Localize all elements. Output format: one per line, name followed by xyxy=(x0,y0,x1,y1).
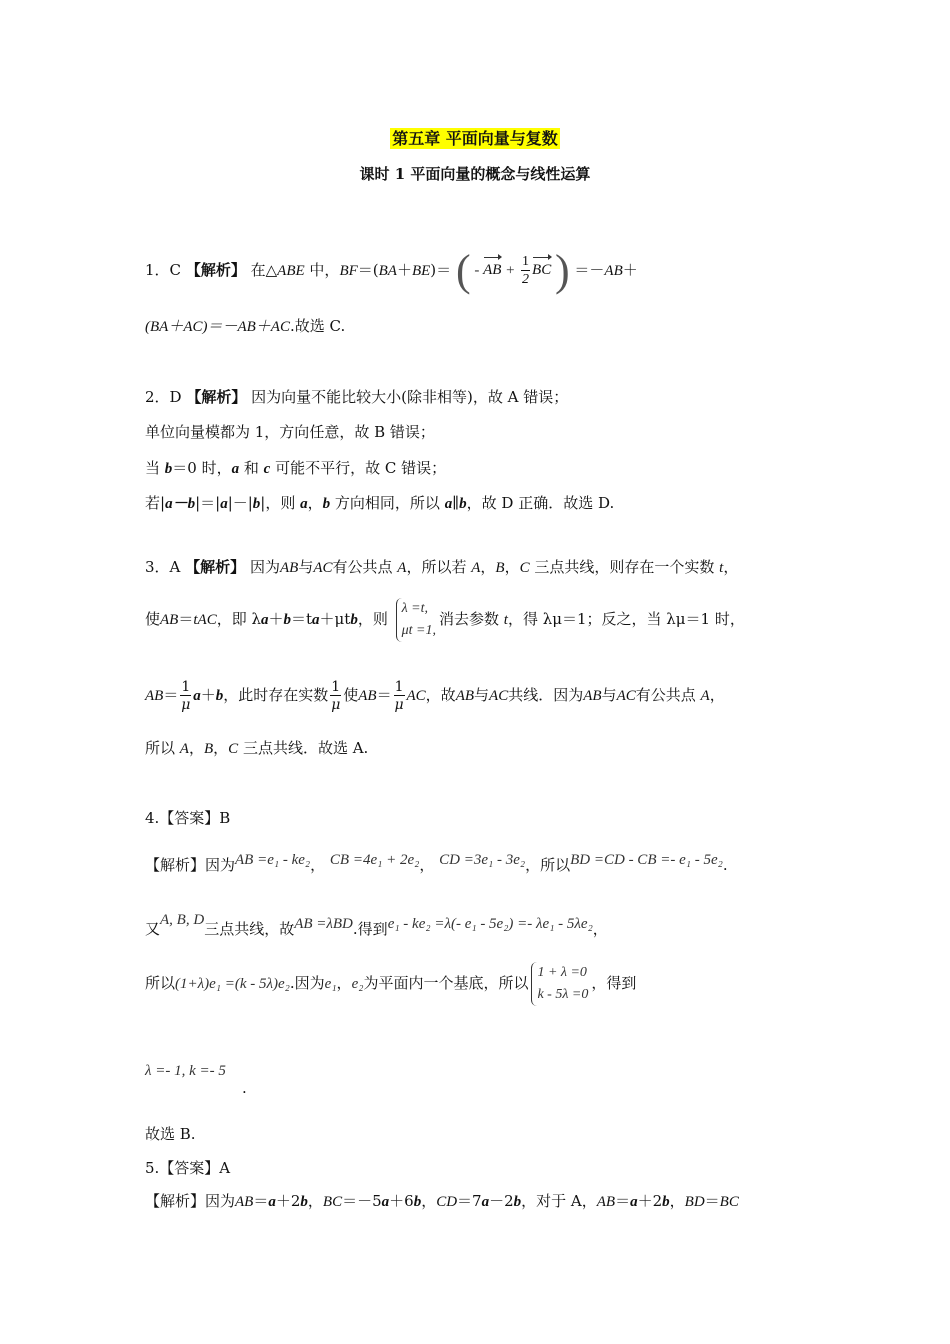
text-fragment: ABE xyxy=(277,263,305,279)
text-fragment: AC xyxy=(313,560,333,576)
text-fragment: b xyxy=(215,688,224,704)
text-fragment: b xyxy=(322,496,331,512)
text-fragment: ＋ xyxy=(622,261,638,279)
text-fragment: CB =4e₁ + 2e₂ xyxy=(329,852,420,868)
text-fragment: 1 xyxy=(394,679,404,695)
text-fragment: . xyxy=(722,856,728,874)
text-fragment: A xyxy=(471,560,481,576)
text-fragment: e₁ - ke₂ =λ(- e₁ - 5e₂) =- λe₁ - 5λe₂ xyxy=(387,916,593,932)
text-fragment: ， xyxy=(307,1192,323,1210)
text-fragment: ，对于 A， xyxy=(521,1192,597,1210)
text-fragment: ＝ xyxy=(704,1192,720,1210)
text-fragment: μ xyxy=(394,697,404,713)
text-fragment: ＝t xyxy=(291,610,313,628)
text-fragment: a xyxy=(481,1194,490,1210)
text-fragment: ＝ xyxy=(253,1192,269,1210)
text-fragment: BC xyxy=(532,262,552,279)
text-fragment: ＝( xyxy=(357,261,379,279)
text-fragment: BF xyxy=(339,263,358,279)
text-fragment: ，所以 xyxy=(525,856,571,874)
text-fragment: AB xyxy=(604,263,623,279)
text-fragment: AB xyxy=(583,688,602,704)
text-fragment: 3．A xyxy=(145,558,181,576)
text-fragment: 所以 xyxy=(145,739,180,757)
text-fragment: 1 xyxy=(522,254,530,269)
text-fragment: 当 xyxy=(145,459,165,477)
text-fragment: AB xyxy=(596,1194,616,1210)
text-fragment: (1+λ)e₁ =(k - 5λ)e₂ xyxy=(175,976,290,992)
text-fragment: ＋2 xyxy=(275,1192,301,1210)
text-fragment: A xyxy=(397,560,407,576)
text-fragment: BD xyxy=(684,1194,705,1210)
text-fragment: ，得 λμ＝1；反之，当 λμ＝1 时， xyxy=(507,610,745,628)
text-fragment: ＝ xyxy=(178,610,194,628)
text-fragment: λ =t, xyxy=(401,601,429,616)
text-fragment: ＝ xyxy=(163,686,179,704)
text-fragment: |，则 xyxy=(260,494,301,512)
text-fragment: ＝7 xyxy=(457,1192,482,1210)
text-fragment: AC xyxy=(406,688,426,704)
text-fragment: ， xyxy=(419,856,435,874)
q1-paren-expression xyxy=(455,246,570,295)
text-fragment: 三点共线，故 xyxy=(204,920,295,938)
text-fragment: ，故 xyxy=(425,686,456,704)
text-fragment: 若| xyxy=(145,494,166,512)
text-fragment: B xyxy=(203,741,214,757)
text-fragment: ＋2 xyxy=(637,1192,663,1210)
text-fragment: ，此时存在实数 xyxy=(223,686,329,704)
text-fragment: AB xyxy=(279,560,299,576)
text-fragment: 为平面内一个基底，所以 xyxy=(363,974,529,992)
text-fragment: + xyxy=(501,262,520,279)
text-fragment: c xyxy=(263,461,271,477)
text-fragment: C xyxy=(228,741,239,757)
text-fragment: b xyxy=(283,612,291,628)
q1-line-1 xyxy=(145,246,638,295)
text-fragment: b xyxy=(662,1194,670,1210)
text-fragment: t xyxy=(719,560,724,576)
text-fragment: e₂ xyxy=(351,976,364,992)
text-fragment: AB xyxy=(145,688,164,704)
text-fragment: ＋6 xyxy=(389,1192,414,1210)
text-fragment: a xyxy=(381,1194,390,1210)
text-fragment: 使 xyxy=(343,686,359,704)
text-fragment: 有公共点 xyxy=(332,558,398,576)
text-fragment: 中， xyxy=(304,261,340,279)
text-fragment: b xyxy=(513,1194,522,1210)
text-fragment: ＋ xyxy=(396,261,412,279)
text-fragment: a xyxy=(300,496,308,512)
q3-line-4 xyxy=(145,738,368,759)
text-fragment: ，得到 xyxy=(591,974,637,992)
text-fragment: 使 xyxy=(145,610,161,628)
text-fragment: ， xyxy=(504,558,520,576)
text-fragment: )＝ xyxy=(430,261,452,279)
text-fragment: 【解析】 xyxy=(185,558,246,576)
q3-line-2 xyxy=(145,598,745,642)
text-fragment: AB xyxy=(455,688,475,704)
text-fragment: b xyxy=(350,612,358,628)
text-fragment: a xyxy=(193,688,201,704)
text-fragment: ， xyxy=(480,558,496,576)
text-fragment: CD xyxy=(436,1194,458,1210)
text-fragment: 所以 xyxy=(145,974,176,992)
text-fragment: ，则 xyxy=(357,610,388,628)
text-fragment: BA xyxy=(378,263,397,279)
text-fragment: 因为向量不能比较大小(除非相等)，故 A 错误； xyxy=(251,388,569,406)
text-fragment: |＝| xyxy=(195,494,221,512)
text-fragment: .得到 xyxy=(352,920,388,938)
text-fragment: b xyxy=(459,496,467,512)
q3-fraction-3 xyxy=(394,680,405,712)
text-fragment: ＝ xyxy=(615,1192,631,1210)
q4-line-3 xyxy=(145,962,636,1006)
text-fragment: 第五章 平面向量与复数 xyxy=(392,129,558,148)
text-fragment: 又 xyxy=(145,920,161,938)
q3-line-3 xyxy=(145,680,725,712)
text-fragment: b xyxy=(252,496,261,512)
text-fragment: 【解析】 xyxy=(185,261,246,279)
text-fragment: μ xyxy=(331,697,341,713)
q5-answer: 5.【答案】A xyxy=(145,1159,231,1177)
text-fragment: B xyxy=(495,560,505,576)
text-fragment: ， xyxy=(723,558,739,576)
text-fragment: a xyxy=(312,612,320,628)
text-fragment: 2 xyxy=(522,272,530,287)
q4-line-4-dot: . xyxy=(242,1079,247,1097)
q4-answer: 4.【答案】B xyxy=(145,809,231,827)
text-fragment: ， xyxy=(592,920,608,938)
text-fragment: 1 xyxy=(181,679,191,695)
text-fragment: b xyxy=(164,461,173,477)
text-fragment: 有公共点 xyxy=(635,686,701,704)
text-fragment: ＝－ xyxy=(574,261,605,279)
text-fragment: BE xyxy=(411,263,431,279)
text-fragment: 2．D xyxy=(145,388,182,406)
text-fragment: ， xyxy=(307,494,323,512)
text-fragment: ＋ xyxy=(268,610,284,628)
text-fragment: e₁ xyxy=(324,976,337,992)
text-fragment: 【解析】 xyxy=(186,388,247,406)
text-fragment: BC xyxy=(719,1194,739,1210)
text-fragment: 1 xyxy=(331,679,341,695)
text-fragment: (BA＋AC)＝－AB＋AC xyxy=(145,319,290,335)
text-fragment: A xyxy=(700,688,710,704)
text-fragment: ， xyxy=(669,1192,685,1210)
q4-line-2 xyxy=(145,910,608,939)
text-fragment: 方向相同，所以 xyxy=(330,494,445,512)
text-fragment: .因为 xyxy=(289,974,325,992)
lesson-subtitle: 课时 1 平面向量的概念与线性运算 xyxy=(359,165,591,183)
text-fragment: BD =CD - CB =- e₁ - 5e₂ xyxy=(570,852,723,868)
text-fragment: ＝ xyxy=(376,686,392,704)
q2-line-3 xyxy=(145,458,446,479)
text-fragment: 和 xyxy=(239,459,264,477)
text-fragment: ＋ xyxy=(200,686,216,704)
text-fragment: ) xyxy=(554,246,570,295)
text-fragment: ( xyxy=(455,246,471,295)
q4-equation-system xyxy=(531,962,588,1006)
text-fragment: ， xyxy=(336,974,352,992)
text-fragment: a xyxy=(220,496,228,512)
text-fragment: |－| xyxy=(227,494,253,512)
text-fragment: 三点共线．故选 A. xyxy=(238,739,369,757)
text-fragment: ， xyxy=(421,1192,437,1210)
text-fragment: 与 xyxy=(601,686,617,704)
text-fragment: a－b xyxy=(165,496,196,512)
q2-line-1 xyxy=(145,387,568,407)
text-fragment: C xyxy=(519,560,530,576)
text-fragment: AB xyxy=(483,262,502,279)
text-fragment: μt =1, xyxy=(401,623,436,638)
q4-line-4 xyxy=(145,1060,226,1081)
text-fragment: ， xyxy=(709,686,725,704)
chapter-title xyxy=(0,126,950,149)
q3-equation-system xyxy=(396,598,436,642)
q3-fraction-2 xyxy=(330,680,341,712)
text-fragment: ， xyxy=(310,856,326,874)
text-fragment: AB xyxy=(160,612,179,628)
q1-line-2 xyxy=(145,316,345,337)
text-fragment: AC xyxy=(489,688,509,704)
q5-line-1 xyxy=(145,1191,739,1212)
text-fragment: 与 xyxy=(298,558,314,576)
text-fragment: 在△ xyxy=(250,261,278,279)
text-fragment: 1 + λ =0 xyxy=(537,965,587,980)
text-fragment: AB xyxy=(235,1194,254,1210)
text-fragment: ， xyxy=(188,739,204,757)
text-fragment: ，即 λ xyxy=(216,610,261,628)
text-fragment: ∥ xyxy=(452,494,460,512)
text-fragment: λ =- 1, k =- 5 xyxy=(145,1063,226,1079)
text-fragment: AC xyxy=(616,688,636,704)
text-fragment: 【解析】因为 xyxy=(145,856,236,874)
text-fragment: a xyxy=(268,1194,276,1210)
text-fragment: k - 5λ =0 xyxy=(537,987,589,1002)
text-fragment: AB =e₁ - ke₂ xyxy=(235,852,311,868)
text-fragment: AB =λBD xyxy=(294,916,353,932)
q3-fraction-1 xyxy=(180,680,191,712)
text-fragment: 三点共线，则存在一个实数 xyxy=(529,558,720,576)
text-fragment: －2 xyxy=(489,1192,514,1210)
text-fragment: tAC xyxy=(193,612,217,628)
text-fragment: ， xyxy=(213,739,229,757)
text-fragment: μ xyxy=(181,697,191,713)
text-fragment: 共线．因为 xyxy=(508,686,584,704)
text-fragment: 1．C xyxy=(145,261,182,279)
text-fragment: b xyxy=(413,1194,422,1210)
text-fragment: t xyxy=(503,612,508,628)
text-fragment: ，故 D 正确．故选 D. xyxy=(466,494,615,512)
text-fragment: A xyxy=(179,741,189,757)
text-fragment: 因为 xyxy=(249,558,280,576)
text-fragment: a xyxy=(444,496,453,512)
text-fragment: a xyxy=(260,612,269,628)
text-fragment: CD =3e₁ - 3e₂ xyxy=(439,852,526,868)
text-fragment: - xyxy=(474,262,484,279)
text-fragment: .故选 C. xyxy=(289,317,346,335)
text-fragment: 【解析】因为 xyxy=(145,1192,236,1210)
text-fragment: BC xyxy=(322,1194,343,1210)
text-fragment: A, B, D xyxy=(160,912,205,928)
text-fragment: a xyxy=(231,461,240,477)
text-fragment: ＋μt xyxy=(319,610,351,628)
text-fragment: ＝－5 xyxy=(342,1192,382,1210)
text-fragment: ，所以若 xyxy=(406,558,472,576)
q3-line-1 xyxy=(145,557,738,578)
text-fragment: 可能不平行，故 C 错误； xyxy=(270,459,447,477)
text-fragment: ＝0 时， xyxy=(172,459,232,477)
text-fragment: 与 xyxy=(474,686,490,704)
q2-line-2: 单位向量模都为 1，方向任意，故 B 错误； xyxy=(145,423,435,441)
q4-line-1 xyxy=(145,850,728,875)
text-fragment: AB xyxy=(358,688,377,704)
q4-conclusion: 故选 B. xyxy=(145,1125,196,1143)
text-fragment: 消去参数 xyxy=(438,610,504,628)
text-fragment xyxy=(521,255,530,287)
text-fragment: b xyxy=(300,1194,308,1210)
text-fragment: a xyxy=(630,1194,638,1210)
q2-line-4 xyxy=(145,493,614,514)
